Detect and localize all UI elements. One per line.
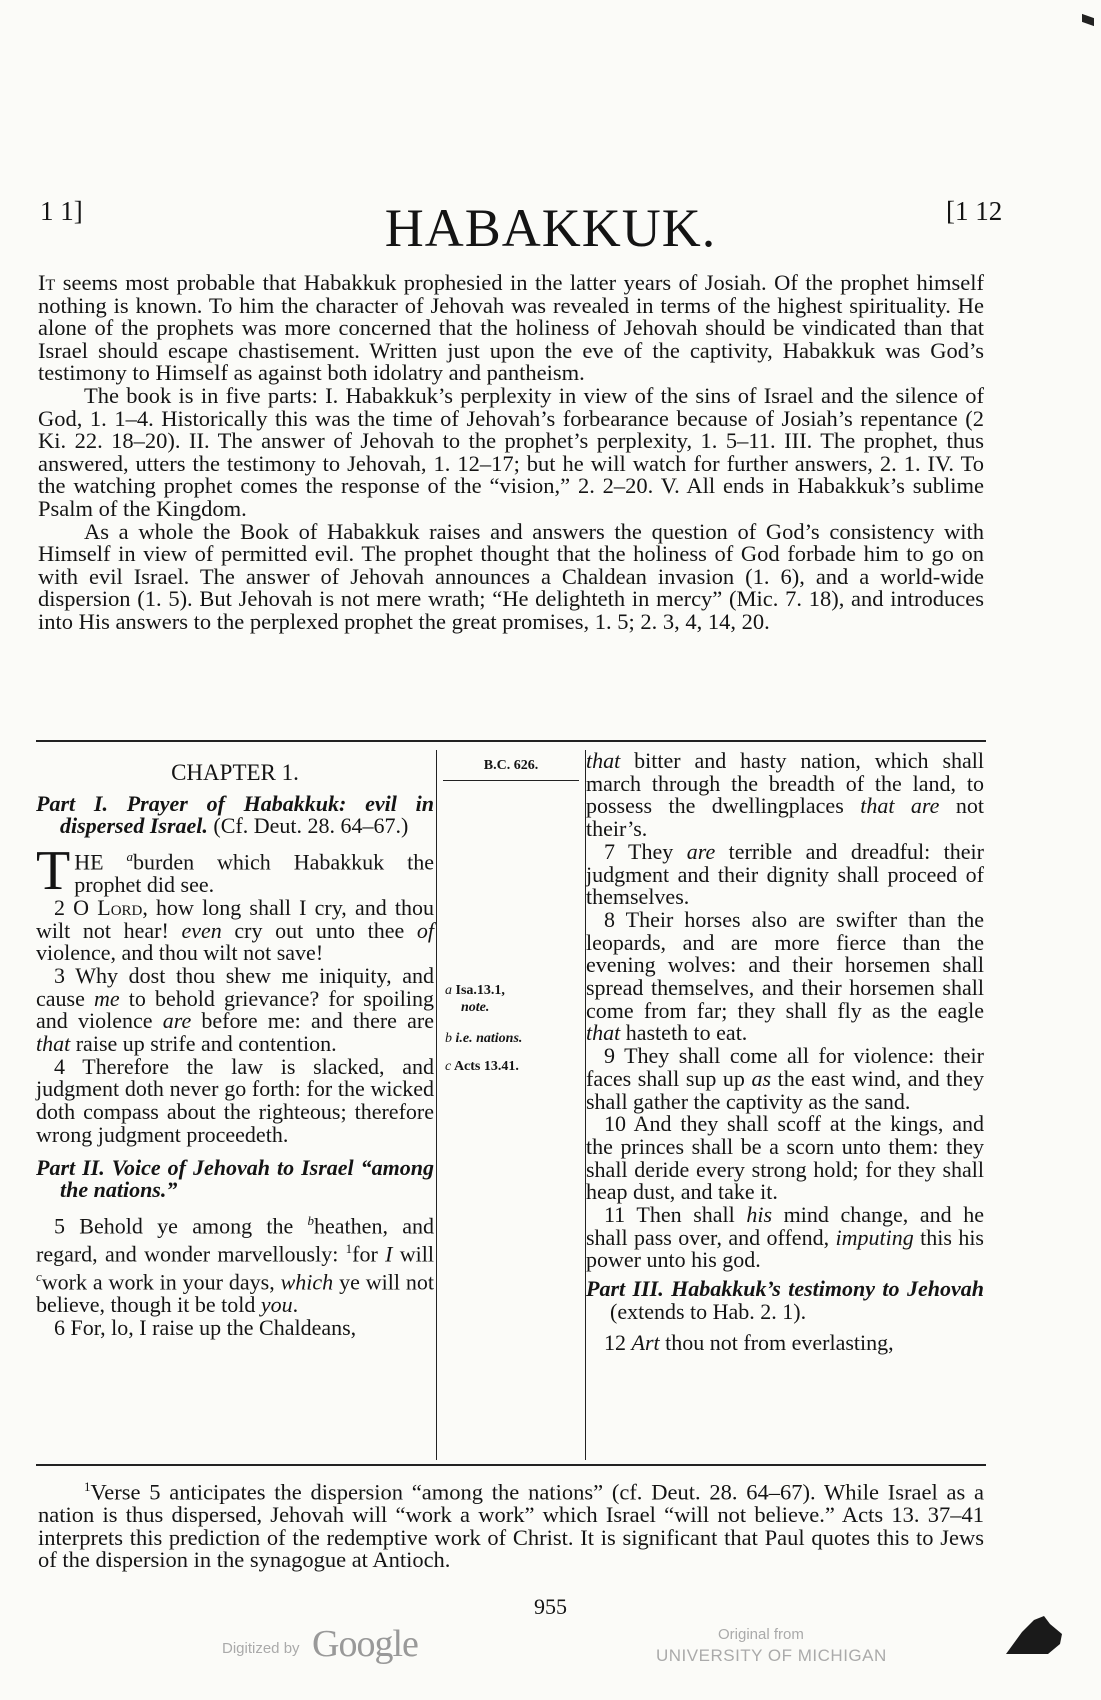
verse-5-text-f: ye will not believe, though it be told [36, 1269, 434, 1318]
scan-corner-mark [1082, 14, 1094, 26]
text-column-right [586, 750, 984, 1460]
margin-note-a-mark: a [445, 983, 452, 998]
text-column-left [36, 750, 434, 1460]
verse-7-text-a: 7 They [604, 838, 687, 864]
intro-paragraph-2: The book is in five parts: I. Habakkuk’s perplexity in view of the sins of Israel and the silence of God, 1. 1–4. Historically this was the time of Jehovah’s forbearance because of Josiah’s repentance (2 Ki. 22. 18–20). II. The answer of Jehovah to the prophet’s perplexity, 1. 5–11. III. The prophet, thus answered, utters the testimony to Jehovah, 1. 12–17; but he will watch for further answers, 2. 1. IV. To the watching prophet comes the response of the “vision,” 2. 2–20. V. All ends in Habakkuk’s sublime Psalm of the Kingdom. [38, 382, 984, 521]
verse-4: 4 Therefore the law is slacked, and judgment doth never go forth: for the wicked doth compass about the righteous; therefore wrong judgment proceedeth. [36, 1053, 434, 1147]
verse-2-text-d: violence, and thou wilt not save! [36, 940, 324, 966]
margin-note-b [445, 1030, 522, 1047]
verse-3-text-b: to behold grievance? for spoiling and violence [36, 985, 434, 1034]
verse-8-text-b: hasteth to eat. [620, 1020, 748, 1046]
footnote-text: Verse 5 anticipates the dispersion “among the nations” (cf. Deut. 28. 64–67). While Israel as a nation is thus dispersed, Jehovah will “work a work” which Israel “will not believe.” Acts 13. 37–41 interprets this prediction of the redemptive work of Christ. It is significant that Paul quotes this to Jews of the dispersion in the synagogue at Antioch. [38, 1479, 984, 1573]
verse-9-italic: as [751, 1065, 772, 1091]
verse-11-italic-1: his [746, 1202, 773, 1228]
margin-note-a-text: Isa.13.1, [452, 983, 505, 998]
part-3-reference: (extends to Hab. 2. 1). [610, 1298, 807, 1324]
part-1-title: Part I. Prayer of Habakkuk: evil in dispersed Israel. [36, 790, 434, 839]
footnote-paragraph [38, 1476, 984, 1572]
margin-note-a-text-2: note. [461, 1000, 490, 1015]
verse-2 [36, 894, 435, 966]
verse-11 [586, 1204, 984, 1272]
verse-10: 10 And they shall scoff at the kings, and the princes shall be a scorn unto them: they shall deride every strong hold; for they shall heap dust, and take it. [586, 1111, 984, 1205]
verse-5-italic-3: you [260, 1292, 293, 1318]
verse-5-italic-1: I [385, 1241, 393, 1267]
note-mark-b: b [307, 1212, 315, 1228]
part-2-heading: Part II. Voice of Jehovah to Israel “among the nations.” [36, 1154, 434, 1203]
verse-11-italic-2: imputing [835, 1224, 914, 1250]
verse-6-start: 6 For, lo, I raise up the Chaldeans, [54, 1314, 357, 1340]
footnote-mark-1: 1 [345, 1241, 353, 1257]
verse-5 [36, 1210, 434, 1317]
margin-note-c [445, 1058, 519, 1075]
verse-8-italic: that [586, 1020, 621, 1046]
verse-6-text-b: not their’s. [586, 793, 984, 842]
verse-6-text-a: bitter and hasty nation, which shall march through the breadth of the land, to possess the dwellingplaces [586, 748, 984, 819]
verse-9 [586, 1045, 984, 1113]
margin-note-c-mark: c [445, 1059, 452, 1074]
verse-9-text-b: the east wind, and they shall gather the captivity as the sand. [586, 1065, 984, 1114]
verse-8-text-a: 8 Their horses also are swifter than the leopards, and are more fierce than the evening wolves: and their horsemen shall spread themselves, and their horsemen shall come from far; they shall fly as the eagle [586, 906, 984, 1023]
verse-3-text-d: raise up strife and contention. [70, 1031, 337, 1057]
verse-7 [586, 838, 984, 910]
university-label: UNIVERSITY OF MICHIGAN [656, 1646, 887, 1665]
verse-5-text-a: 5 Behold ye among the [54, 1213, 308, 1239]
verse-3-italic-1: me [93, 985, 120, 1011]
verse-3-text-a: 3 Why dost thou shew me iniquity, and cause [36, 962, 434, 1011]
page-title: HABAKKUK. [384, 198, 717, 258]
page-number: 955 [534, 1594, 567, 1619]
verse-5-text-b: heathen, and regard, and wonder marvellously: [36, 1213, 434, 1267]
verse-2-italic-2: of [416, 917, 434, 943]
digitized-by-label: Digitized by [222, 1640, 300, 1657]
verse-3 [36, 962, 434, 1057]
part-1-heading [36, 790, 434, 839]
verse-1-text-b: burden which Habakkuk the prophet did see. [74, 849, 434, 898]
verse-11-text-b: mind change, and he shall pass over, and offend, [586, 1202, 984, 1250]
intro-paragraph-1 [38, 272, 984, 385]
date-label: B.C. 626. [443, 750, 579, 781]
verse-6-italic-1: that [586, 748, 621, 773]
verse-2-text-c: cry out unto thee [221, 917, 417, 943]
verse-2-text-b: , how long shall I cry, and thou wilt not hear! [36, 894, 435, 943]
verse-12-text-b: thou not from everlasting, [659, 1329, 894, 1355]
scan-blot-icon [1004, 1614, 1064, 1658]
note-mark-a: a [126, 849, 133, 865]
verse-12 [586, 1329, 984, 1355]
margin-note-a [445, 982, 505, 1016]
part-1-reference: (Cf. Deut. 28. 64–67.) [207, 813, 409, 839]
verse-9-text-a: 9 They shall come all for violence: their faces shall sup up [586, 1043, 984, 1091]
intro-paragraph-3: As a whole the Book of Habakkuk raises and answers the question of God’s consistency with Himself in view of permitted evil. The prophet thought that the holiness of God forbade him to go on with evil Israel. The answer of Jehovah announces a Chaldean invasion (1. 6), and a world-wide dispersion (1. 5). But Jehovah is not mere wrath; “He delighteth in mercy” (Mic. 7. 18), and introduces into His answers to the perplexed prophet the great promises, 1. 5; 2. 3, 4, 14, 20. [38, 518, 984, 634]
verse-6-italic-2: that are [860, 793, 940, 819]
verse-5-italic-2: which [280, 1269, 334, 1295]
verse-1 [36, 840, 434, 903]
google-logo: Google [312, 1623, 418, 1665]
verse-5-text-e: work a work in your days, [41, 1269, 281, 1295]
part-3-heading [586, 1278, 984, 1323]
margin-note-b-text: i.e. nations. [452, 1031, 523, 1046]
verse-3-text-c: before me: and there are [191, 1008, 434, 1034]
margin-note-c-text: Acts 13.41. [451, 1059, 519, 1074]
margin-notes-column [436, 750, 586, 1460]
verse-2-lord: Lord [97, 894, 143, 920]
footnote-number: 1 [84, 1479, 91, 1494]
footnote [38, 1476, 984, 1572]
verse-12-italic: Art [631, 1329, 660, 1355]
verse-2-text-a: 2 O [54, 894, 98, 920]
verse-3-italic-2: are [162, 1008, 192, 1034]
intro-lead-word: It [38, 270, 56, 295]
running-head-right: [1 12 [946, 196, 1003, 226]
verse-3-italic-3: that [36, 1031, 71, 1057]
verse-2-italic-1: even [181, 917, 222, 943]
margin-note-b-mark: b [445, 1031, 452, 1046]
verse-5-text-g: . [292, 1292, 299, 1318]
divider-bottom [36, 1464, 986, 1466]
divider-top [36, 740, 986, 742]
verse-5-text-c: for [352, 1241, 386, 1267]
verse-8 [586, 906, 984, 1046]
verse-7-italic: are [686, 838, 716, 864]
chapter-heading: CHAPTER 1. [171, 760, 299, 785]
part-3-title: Part III. Habakkuk’s testimony to Jehovah [586, 1276, 984, 1302]
drop-cap: T [36, 840, 71, 903]
verse-1-text-a: HE [74, 849, 127, 875]
note-mark-c: c [36, 1269, 42, 1285]
verse-11-text-c: this his power unto his god. [586, 1224, 984, 1273]
running-head-left: 1 1] [40, 196, 83, 226]
verse-5-text-d: will [392, 1241, 434, 1267]
intro-text-1: seems most probable that Habakkuk prophesied in the latter years of Josiah. Of the prophet himself nothing is known. To him the character of Jehovah was revealed in terms of the highest spirituality. He alone of the prophets was more concerned that the holiness of Jehovah should be vindicated than that Israel should escape chastisement. Written just upon the eve of the captivity, Habakkuk was God’s testimony to Himself as against both idolatry and pantheism. [38, 270, 984, 386]
verse-7-text-b: terrible and dreadful: their judgment and their dignity shall proceed of themselves. [586, 838, 984, 910]
original-from-label: Original from [718, 1626, 804, 1643]
verse-12-text-a: 12 [604, 1329, 632, 1355]
introduction [38, 272, 984, 634]
verse-11-text-a: 11 Then shall [604, 1202, 747, 1228]
verse-6-continued [586, 750, 984, 841]
